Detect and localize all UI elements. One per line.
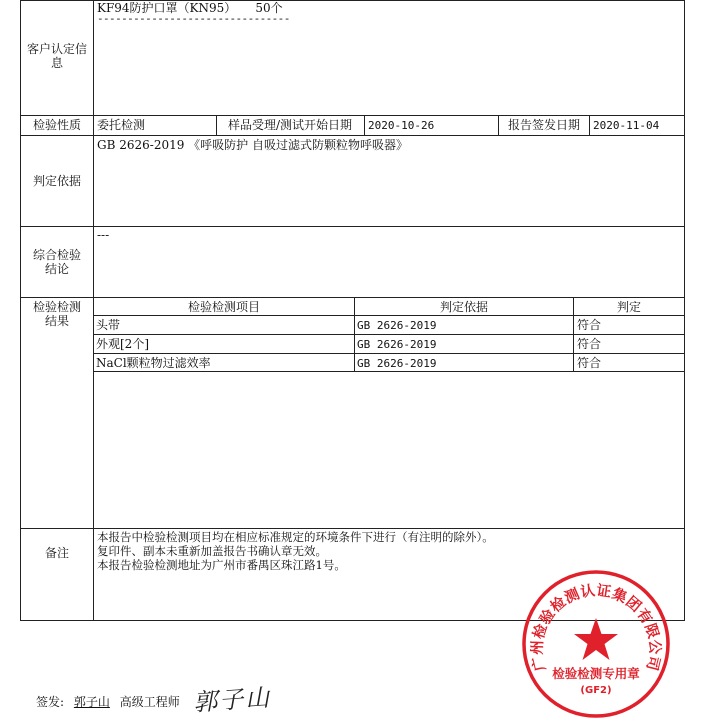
seal-code-text: (GF2) (580, 685, 612, 696)
receive-date-label (219, 118, 361, 132)
seal-star-icon (574, 618, 618, 660)
customer-dashes (97, 12, 290, 26)
signature-line (36, 693, 180, 710)
nature-value-text: 委托检测 (97, 118, 146, 132)
results-label-text: 检验检测结果 (32, 300, 81, 328)
results-row3-verdict (577, 356, 601, 370)
header-basis-text: 判定依据 (439, 300, 488, 314)
rule-nature-1 (216, 115, 217, 135)
results-row3-item (96, 356, 211, 370)
rule-results-header (93, 315, 684, 316)
nature-label-text: 检验性质 (32, 118, 81, 132)
rule-results-row2 (93, 353, 684, 354)
official-seal (520, 568, 672, 720)
row3-item-text: NaCl颗粒物过滤效率 (96, 356, 211, 370)
remarks-label (24, 546, 90, 560)
rule-right (684, 0, 685, 621)
signature-title: 高级工程师 (119, 695, 180, 709)
header-verdict-text: 判定 (616, 300, 641, 314)
header-item-text: 检验检测项目 (187, 300, 260, 314)
seal-outer-text: 广州检验检测认证集团有限公司 (529, 583, 663, 673)
basis-value-text: GB 2626-2019 《呼吸防护 自吸过滤式防颗粒物呼吸器》 (97, 138, 408, 152)
basis-label-text: 判定依据 (32, 174, 81, 188)
results-header-basis (355, 300, 573, 314)
basis-value (97, 138, 408, 152)
rule-nature-4 (589, 115, 590, 135)
receive-date-value-text: 2020-10-26 (368, 119, 435, 132)
conclusion-label-text: 综合检验结论 (32, 248, 81, 276)
row3-basis-text: GB 2626-2019 (357, 357, 437, 370)
rule-results-row3 (93, 371, 684, 372)
rule-nature-bottom (20, 135, 684, 136)
remark-line-3-text: 本报告检验检测地址为广州市番禺区珠江路1号。 (97, 558, 346, 572)
results-row1-verdict (577, 318, 601, 332)
conclusion-value (97, 228, 109, 242)
remarks-label-text: 备注 (44, 546, 69, 560)
rule-nature-2 (364, 115, 365, 135)
handwritten-signature (192, 677, 272, 717)
remark-line-1-text: 本报告中检验检测项目均在相应标准规定的环境条件下进行（有注明的除外）。 (97, 530, 494, 544)
conclusion-label (28, 248, 86, 276)
basis-label (24, 174, 90, 188)
dashes-text: -------------------------------- (97, 12, 290, 25)
results-label (28, 300, 86, 328)
results-row1-basis (357, 319, 436, 333)
customer-label-text: 客户认定信息 (26, 42, 87, 70)
nature-label (24, 118, 90, 132)
results-row3-basis (357, 357, 436, 371)
seal-inner-text: 检验检测专用章 (552, 666, 640, 681)
results-row1-item (96, 318, 120, 332)
signature-label: 签发: (36, 695, 65, 709)
row1-verdict-text: 符合 (577, 318, 602, 332)
results-header-verdict (574, 300, 684, 314)
row2-verdict-text: 符合 (577, 337, 602, 351)
remark-line-3 (97, 559, 346, 572)
receive-date-label-text: 样品受理/测试开始日期 (227, 118, 353, 132)
remark-line-2 (97, 545, 327, 558)
customer-label (24, 42, 90, 70)
product-line-text: KF94防护口罩（KN95） 50个 (97, 1, 283, 15)
results-header-item (94, 300, 354, 314)
conclusion-value-text: --- (97, 228, 110, 242)
rule-customer-bottom (20, 115, 684, 116)
rule-nature-3 (498, 115, 499, 135)
remark-line-1 (97, 531, 494, 544)
report-date-label (501, 118, 587, 132)
rule-left (20, 0, 21, 621)
rule-results-row1 (93, 334, 684, 335)
rule-results-bottom (20, 528, 684, 529)
remark-line-2-text: 复印件、副本未重新加盖报告书确认章无效。 (97, 544, 327, 558)
row2-item-text: 外观[2个] (96, 337, 149, 351)
rule-conclusion-bottom (20, 297, 684, 298)
results-row2-item (96, 337, 149, 351)
report-date-value-text: 2020-11-04 (593, 119, 660, 132)
signature-name: 郭子山 (73, 695, 110, 709)
rule-basis-bottom (20, 226, 684, 227)
results-row2-verdict (577, 337, 601, 351)
receive-date-value (368, 119, 434, 133)
row3-verdict-text: 符合 (577, 356, 602, 370)
handwritten-signature-text: 郭子山 (192, 683, 273, 717)
report-date-label-text: 报告签发日期 (507, 118, 580, 132)
row1-basis-text: GB 2626-2019 (357, 319, 437, 332)
nature-value (97, 118, 145, 132)
report-date-value (593, 119, 659, 133)
row2-basis-text: GB 2626-2019 (357, 338, 437, 351)
results-row2-basis (357, 338, 436, 352)
row1-item-text: 头带 (96, 318, 121, 332)
